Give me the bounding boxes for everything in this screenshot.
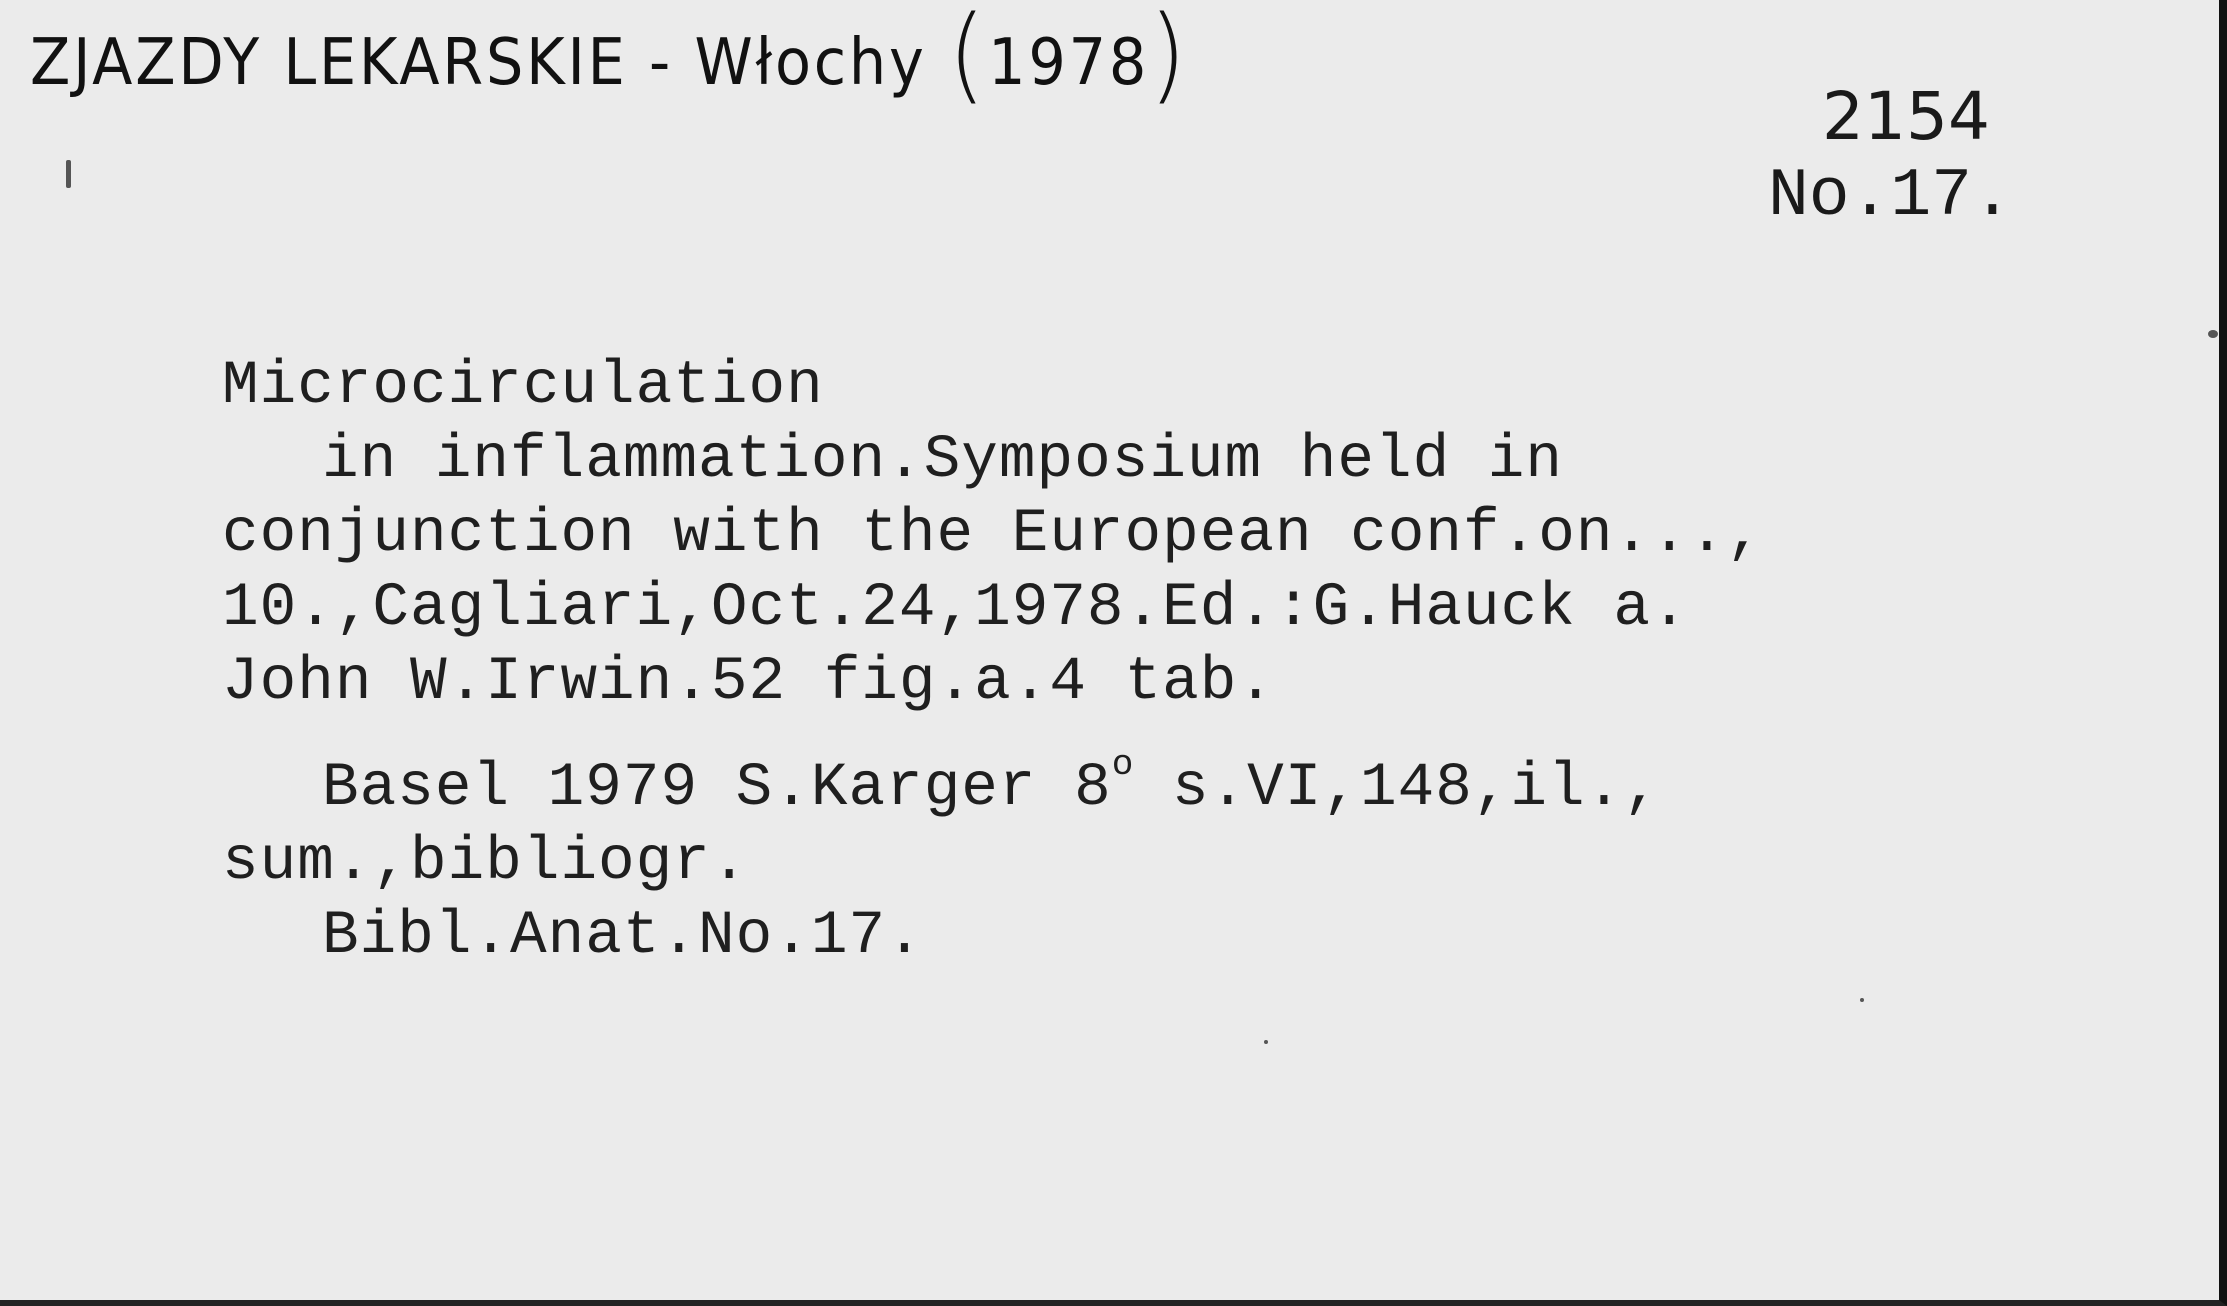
- ink-mark: [1264, 1040, 1268, 1044]
- series-number: No.17.: [1768, 158, 2013, 235]
- spacer: [222, 720, 1764, 752]
- title-line: in inflammation.Symposium held in: [322, 426, 1563, 495]
- series-line: Bibl.Anat.No.17.: [322, 902, 924, 971]
- open-bracket: (: [948, 0, 989, 115]
- title-line: John W.Irwin.52 fig.a.4 tab.: [222, 648, 1275, 717]
- imprint-text: Basel 1979 S.Karger 8: [322, 754, 1112, 823]
- pagination: s.VI,148,il.,: [1134, 754, 1661, 823]
- imprint-line: [222, 744, 1764, 826]
- notes-line: sum.,bibliogr.: [222, 828, 749, 897]
- bibliographic-entry: [222, 350, 1764, 974]
- title-line: conjunction with the European conf.on...,: [222, 500, 1764, 569]
- title-line: 10.,Cagliari,Oct.24,1978.Ed.:G.Hauck a.: [222, 574, 1689, 643]
- ink-mark: [1860, 998, 1864, 1002]
- ink-mark: [66, 160, 71, 188]
- close-bracket: ): [1149, 0, 1190, 115]
- accession-number: 2154: [1822, 78, 1990, 155]
- heading-subject: ZJAZDY LEKARSKIE - Włochy: [30, 26, 927, 100]
- ink-mark: [2208, 330, 2218, 338]
- subject-heading: [30, 0, 1190, 115]
- heading-year: 1978: [988, 26, 1150, 100]
- format-superscript: o: [1111, 744, 1135, 785]
- title-line: Microcirculation: [222, 352, 824, 421]
